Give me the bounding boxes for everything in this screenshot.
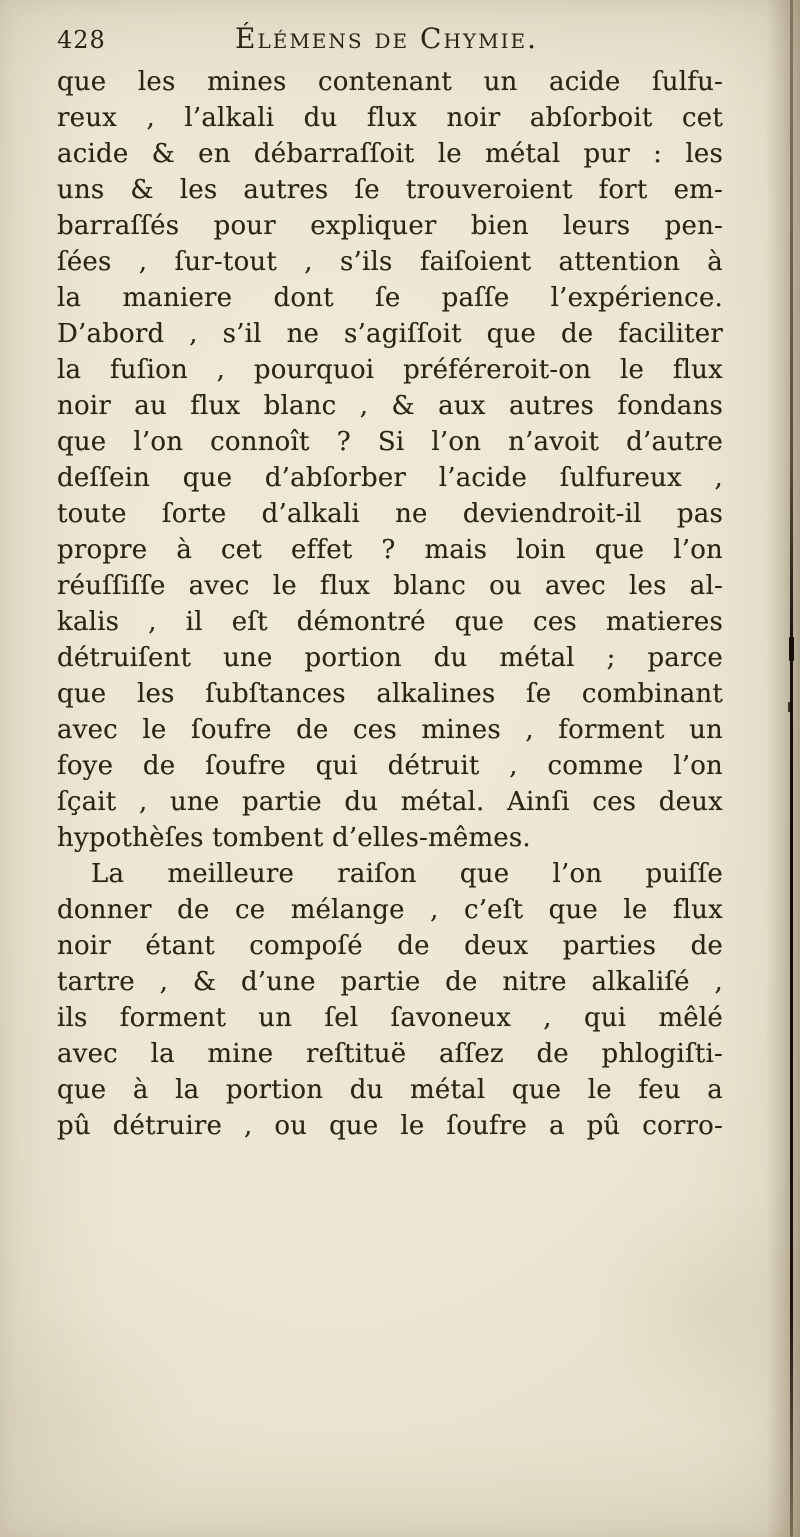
text-line: la fuſion , pourquoi préféreroit-on le flux	[57, 355, 723, 385]
text-line: toute ſorte d’alkali ne deviendroit-il pas	[57, 499, 723, 529]
text-line: ils forment un ſel ſavoneux , qui mêlé	[57, 1003, 723, 1033]
text-line: que l’on connoît ? Si l’on n’avoit d’autre	[57, 427, 723, 457]
page-edge-line	[790, 0, 793, 1537]
text-line: uns & les autres ſe trouveroient fort em-	[57, 175, 723, 205]
text-line: que les mines contenant un acide ſulfu-	[57, 67, 723, 97]
text-line: hypothèſes tombent d’elles-mêmes.	[57, 823, 531, 853]
text-line: kalis , il eſt démontré que ces matieres	[57, 607, 723, 637]
text-line: foye de ſoufre qui détruit , comme l’on	[57, 751, 723, 781]
running-title: Élémens de Chymie.	[235, 22, 538, 55]
text-line: D’abord , s’il ne s’agiſſoit que de faciliter	[57, 319, 723, 349]
page-edge-shadow	[766, 0, 800, 1537]
text-line: noir au flux blanc , & aux autres fondans	[57, 391, 723, 421]
paper-stain	[0, 1300, 200, 1537]
text-line: acide & en débarraſſoit le métal pur : les	[57, 139, 723, 169]
text-line: que à la portion du métal que le feu a	[57, 1075, 723, 1105]
text-line: noir étant compoſé de deux parties de	[57, 931, 723, 961]
text-line: détruiſent une portion du métal ; parce	[57, 643, 723, 673]
text-line: donner de ce mélange , c’eſt que le flux	[57, 895, 723, 925]
text-line: tartre , & d’une partie de nitre alkaliſé ,	[57, 967, 723, 997]
text-line: ſçait , une partie du métal. Ainſi ces deux	[57, 787, 723, 817]
text-line: réuſſiſſe avec le flux blanc ou avec les al-	[57, 571, 723, 601]
text-line: que les ſubſtances alkalines ſe combinant	[57, 679, 723, 709]
text-line: propre à cet effet ? mais loin que l’on	[57, 535, 723, 565]
page-number: 428	[57, 26, 106, 54]
text-line: avec la mine reſtituë aſſez de phlogiſti-	[57, 1039, 723, 1069]
text-line: barraſſés pour expliquer bien leurs pen-	[57, 211, 723, 241]
body-text	[57, 64, 723, 1144]
page-header	[57, 22, 716, 62]
text-line: ſées , ſur-tout , s’ils faiſoient attention à	[57, 247, 723, 277]
text-line: avec le ſoufre de ces mines , forment un	[57, 715, 723, 745]
text-line: reux , l’alkali du flux noir abſorboit cet	[57, 103, 723, 133]
text-line: la maniere dont ſe paſſe l’expérience.	[57, 283, 723, 313]
ink-speck	[788, 702, 792, 712]
ink-speck	[789, 637, 794, 661]
text-line: deſſein que d’abſorber l’acide ſulfureux ,	[57, 463, 723, 493]
text-line: La meilleure raiſon que l’on puiſſe	[91, 859, 723, 889]
text-line: pû détruire , ou que le ſoufre a pû corro-	[57, 1111, 723, 1141]
